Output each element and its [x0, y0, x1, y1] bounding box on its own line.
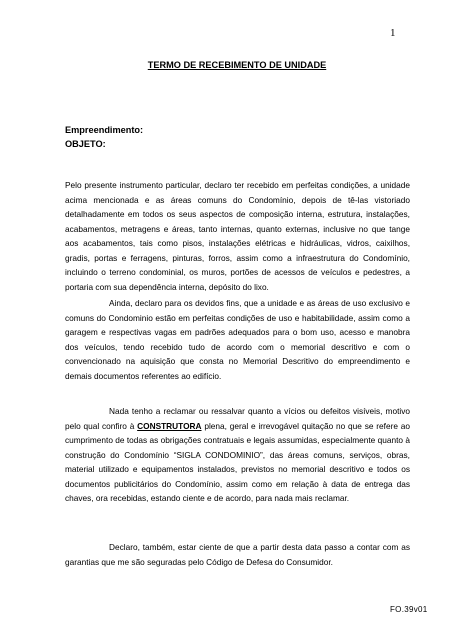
paragraph-discharge-rest: plena, geral e irrevogável quitação no que se refere ao cumprimento de todas as obrigações contratuais e legais assumidas, especialmente quanto à construção do Condomínio “SIGLA CONDOMINIO”, das áreas comuns, serviços, obras, material utilizado e equipamentos instalados, previstos no memorial descritivo e todos os documentos publicitários do Condomínio, assim como em relação à data de entrega das chaves, ora recebidas, estando ciente e de acordo, para nada mais reclamar.	[65, 420, 410, 504]
objeto-label: OBJETO:	[65, 139, 106, 149]
paragraph-discharge-start: Nada tenho a reclamar ou ressalvar quanto a vícios ou defeitos visíveis, motivo pelo qual confiro à	[65, 406, 410, 431]
paragraph-warranty: Declaro, também, estar ciente de que a partir desta data passo a contar com as garantias que me são seguradas pelo Código de Defesa do Consumidor.	[65, 542, 410, 567]
paragraph-conditions: Ainda, declaro para os devidos fins, que a unidade e as áreas de uso exclusivo e comuns do Condominio estão em perfeitas condições de uso e habitabilidade, assim como a garagem e respectivas vagas em padrões adequados para o bom uso, acesso e manobra dos veículos, tendo recebido tudo de acordo com o memorial descritivo e com o convencionado na aquisição que consta no Memorial Descritivo do empreendimento e demais documentos referentes ao edifício.	[65, 298, 410, 381]
empreendimento-label: Empreendimento:	[65, 125, 144, 135]
paragraph-discharge	[65, 404, 410, 506]
page-number: 1	[390, 27, 396, 39]
form-code: FO.39v01	[390, 605, 428, 614]
paragraph-declaration: Pelo presente instrumento particular, declaro ter recebido em perfeitas condições, a unidade acima mencionada e as áreas comuns do Condomínio, depois de tê-las vistoriado detalhadamente em todos os seus aspectos de composição interna, estrutura, instalações, acabamentos, metragens e áreas, tanto internas, quanto externas, inclusive no que tange aos acabamentos, tais como pisos, instalações elétricas e hidráulicas, vidros, caixilhos, gradis, portas e ferragens, pinturas, forros, assim como a infraestrutura do Condomínio, incluindo o terreno condominial, os muros, portões de acessos de veículos e pedestres, a portaria com sua dependência interna, depósito do lixo.	[65, 180, 410, 292]
construtora-emphasis: CONSTRUTORA	[137, 420, 202, 431]
document-title: TERMO DE RECEBIMENTO DE UNIDADE	[147, 60, 327, 70]
